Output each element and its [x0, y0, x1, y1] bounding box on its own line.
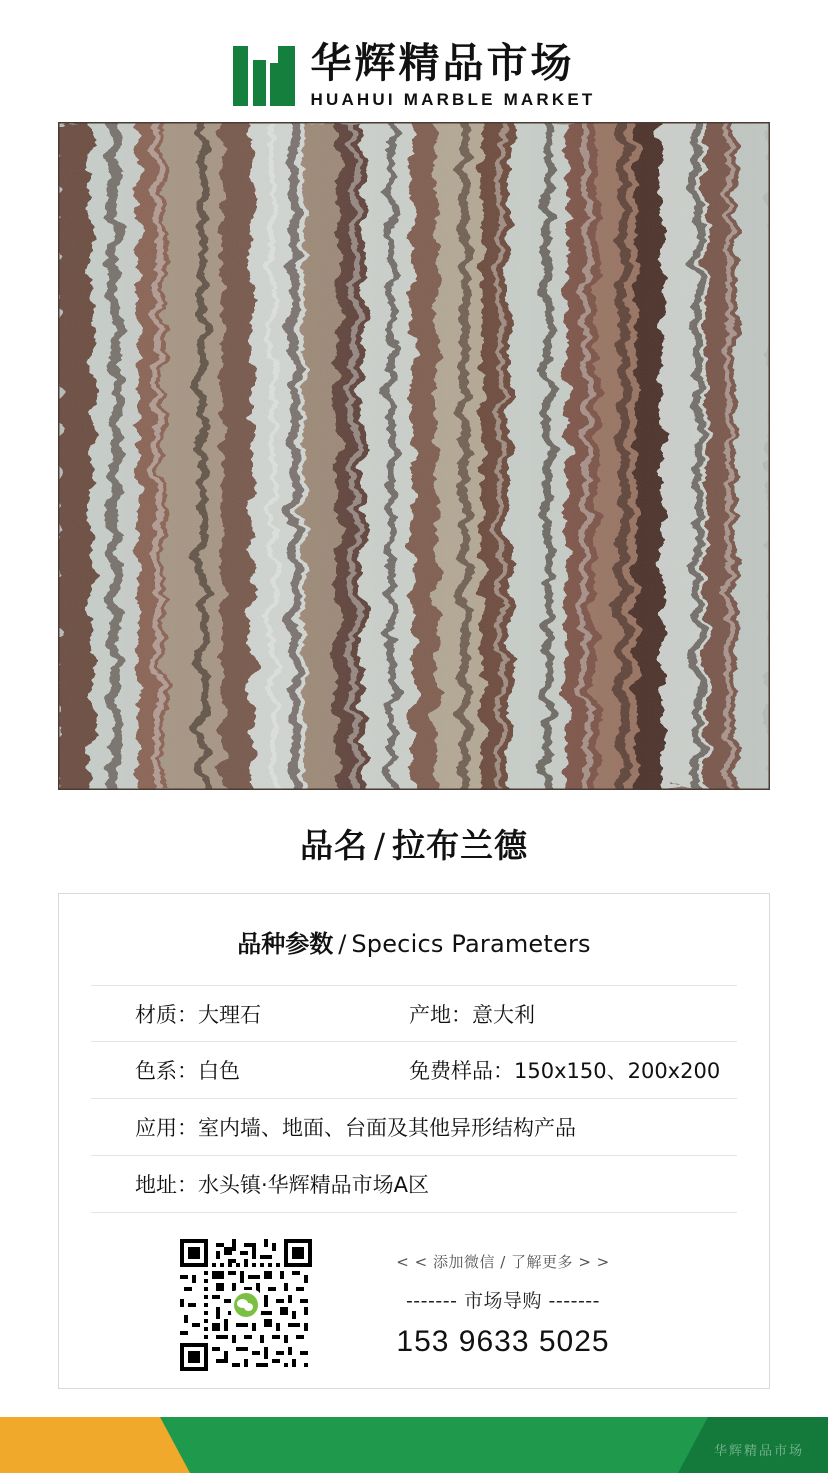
spec-cell-address — [91, 1169, 737, 1199]
spec-value: 水头镇·华辉精品市场A区 — [198, 1173, 430, 1197]
wechat-icon — [231, 1290, 261, 1320]
brand-name-cn: 华辉精品市场 — [310, 39, 575, 88]
spec-row-material — [91, 985, 737, 1042]
contact-guide: ------- 市场导购 ------- — [405, 1290, 601, 1312]
spec-value: 室内墙、地面、台面及其他异形结构产品 — [198, 1116, 576, 1140]
spec-key: 地址： — [135, 1173, 198, 1197]
spec-row-color — [91, 1042, 737, 1099]
product-title-separator: / — [373, 826, 387, 865]
spec-card-title — [91, 894, 737, 959]
spec-rows — [91, 985, 737, 1213]
spec-cell-color — [91, 1055, 391, 1085]
spec-row-address — [91, 1156, 737, 1213]
spec-cell-origin — [391, 999, 737, 1029]
spec-value: 白色 — [198, 1059, 240, 1083]
contact-block — [91, 1239, 737, 1371]
product-title-label: 品名 — [299, 826, 368, 865]
contact-phone[interactable]: 153 9633 5025 — [396, 1325, 610, 1358]
brand-logo-text — [310, 39, 596, 109]
spec-cell-material — [91, 999, 391, 1029]
huahui-logo-mark-icon — [233, 46, 295, 106]
spec-cell-free-sample — [391, 1055, 737, 1085]
spec-card — [58, 893, 770, 1389]
spec-key: 色系： — [135, 1059, 198, 1083]
spec-card-title-separator: / — [338, 930, 347, 958]
wechat-qr-code-icon[interactable] — [180, 1239, 312, 1371]
spec-card-title-en: Specics Parameters — [351, 930, 591, 958]
brand-name-en: HUAHUI MARBLE MARKET — [310, 89, 596, 109]
spec-value: 意大利 — [472, 1002, 535, 1027]
spec-key: 免费样品： — [409, 1059, 514, 1083]
spec-key: 应用： — [135, 1116, 198, 1140]
product-title — [0, 820, 828, 867]
product-name: 拉布兰德 — [392, 826, 529, 865]
contact-details — [358, 1251, 648, 1359]
spec-cell-application — [91, 1112, 737, 1142]
spec-card-title-cn: 品种参数 — [237, 930, 334, 958]
spec-key: 材质： — [135, 1002, 198, 1027]
spec-value: 大理石 — [198, 1002, 261, 1027]
page-header — [0, 0, 828, 118]
footer-watermark: 华辉精品市场 — [713, 1444, 804, 1459]
page-footer — [0, 1417, 828, 1473]
stone-slab-image — [58, 122, 770, 790]
brand-logo — [233, 39, 596, 109]
footer-yellow-band — [0, 1417, 190, 1473]
spec-value: 150x150、200x200 — [514, 1059, 721, 1083]
spec-row-application — [91, 1099, 737, 1156]
spec-key: 产地： — [409, 1002, 472, 1027]
contact-note: < < 添加微信 / 了解更多 > > — [396, 1253, 610, 1271]
